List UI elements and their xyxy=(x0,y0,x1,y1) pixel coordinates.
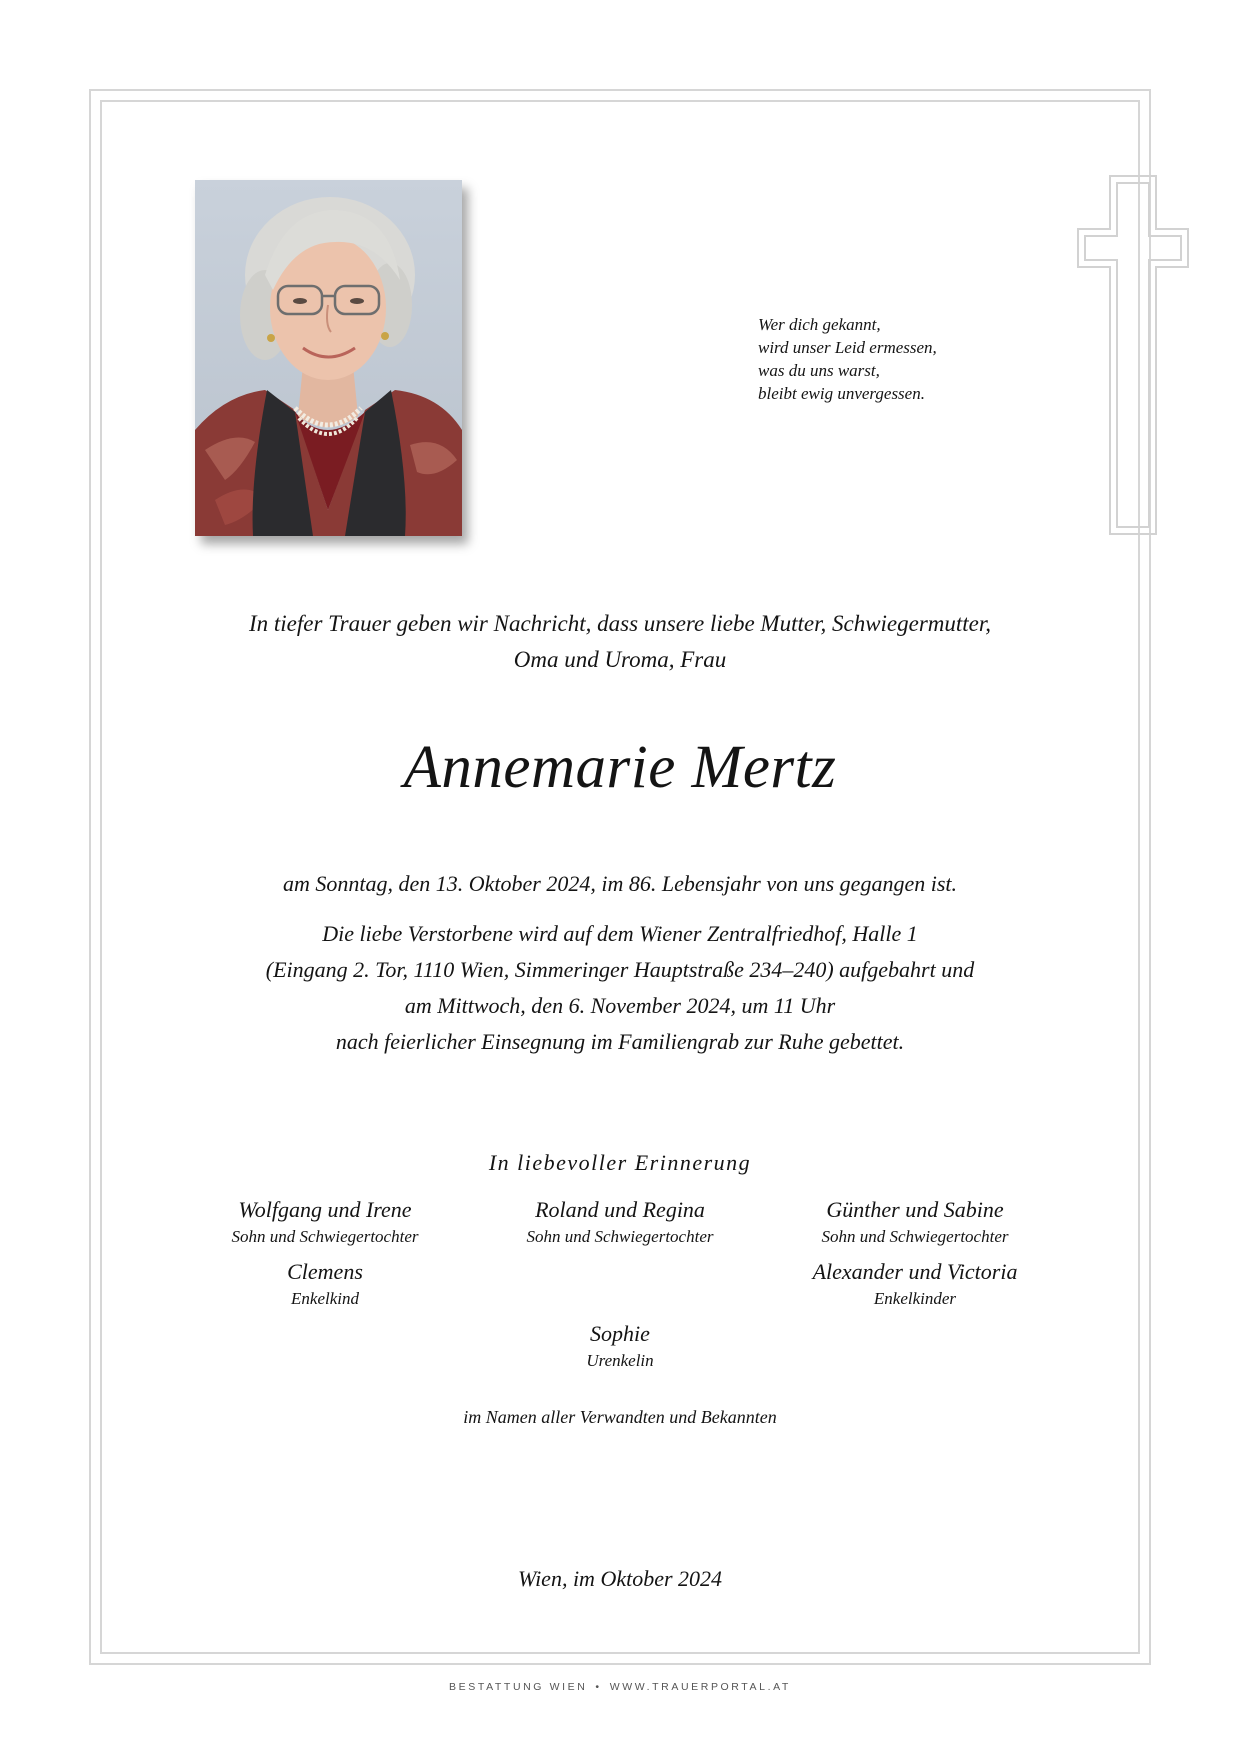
funeral-line: am Mittwoch, den 6. November 2024, um 11 Uhr xyxy=(404,993,836,1018)
mourner-name: Alexander und Victoria xyxy=(812,1259,1018,1284)
poem xyxy=(758,313,937,405)
mourner-entry xyxy=(160,1257,490,1311)
mourner-relation: Sohn und Schwiegertochter xyxy=(821,1227,1009,1246)
poem-line: was du uns warst, xyxy=(758,361,880,380)
mourner-entry xyxy=(455,1195,785,1249)
mourner-entry xyxy=(160,1195,490,1249)
memory-heading: In liebevoller Erinnerung xyxy=(488,1150,752,1175)
mourner-relation: Sohn und Schwiegertochter xyxy=(526,1227,714,1246)
deceased-name: Annemarie Mertz xyxy=(403,734,837,801)
poem-line: Wer dich gekannt, xyxy=(758,315,881,334)
mourner-entry xyxy=(750,1195,1080,1249)
intro-text xyxy=(100,606,1140,678)
mourner-relation: Enkelkinder xyxy=(873,1289,957,1308)
mourner-name: Günther und Sabine xyxy=(826,1197,1004,1222)
mourner-relation: Sohn und Schwiegertochter xyxy=(231,1227,419,1246)
mourner-relation: Urenkelin xyxy=(586,1351,654,1370)
footer xyxy=(0,1681,1240,1693)
mourner-entry xyxy=(455,1319,785,1373)
intro-line: In tiefer Trauer geben wir Nachricht, dass unsere liebe Mutter, Schwiegermutter, xyxy=(248,611,992,636)
footer-separator: • xyxy=(595,1681,602,1693)
portrait-photo xyxy=(195,180,462,536)
poem-line: wird unser Leid ermessen, xyxy=(758,338,937,357)
funeral-line: Die liebe Verstorbene wird auf dem Wiener Zentralfriedhof, Halle 1 xyxy=(322,921,918,946)
footer-website: WWW.TRAUERPORTAL.AT xyxy=(609,1681,791,1693)
cross-icon xyxy=(1077,175,1189,540)
mourner-relation: Enkelkind xyxy=(291,1289,359,1308)
poem-line: bleibt ewig unvergessen. xyxy=(758,384,925,403)
funeral-line: (Eingang 2. Tor, 1110 Wien, Simmeringer Hauptstraße 234–240) aufgebahrt und xyxy=(265,957,975,982)
mourner-entry xyxy=(750,1257,1080,1311)
intro-line: Oma und Uroma, Frau xyxy=(513,647,727,672)
mourner-name: Roland und Regina xyxy=(535,1197,705,1222)
funeral-line: nach feierlicher Einsegnung im Familiengrab zur Ruhe gebettet. xyxy=(335,1029,905,1054)
death-notice: am Sonntag, den 13. Oktober 2024, im 86. Lebensjahr von uns gegangen ist. xyxy=(283,871,957,896)
mourner-name: Sophie xyxy=(590,1321,650,1346)
closing-line: im Namen aller Verwandten und Bekannten xyxy=(463,1407,777,1427)
place-date: Wien, im Oktober 2024 xyxy=(517,1566,723,1591)
mourner-name: Wolfgang und Irene xyxy=(238,1197,412,1222)
footer-company: BESTATTUNG WIEN xyxy=(449,1681,588,1693)
mourner-name: Clemens xyxy=(287,1259,363,1284)
funeral-details xyxy=(100,916,1140,1060)
